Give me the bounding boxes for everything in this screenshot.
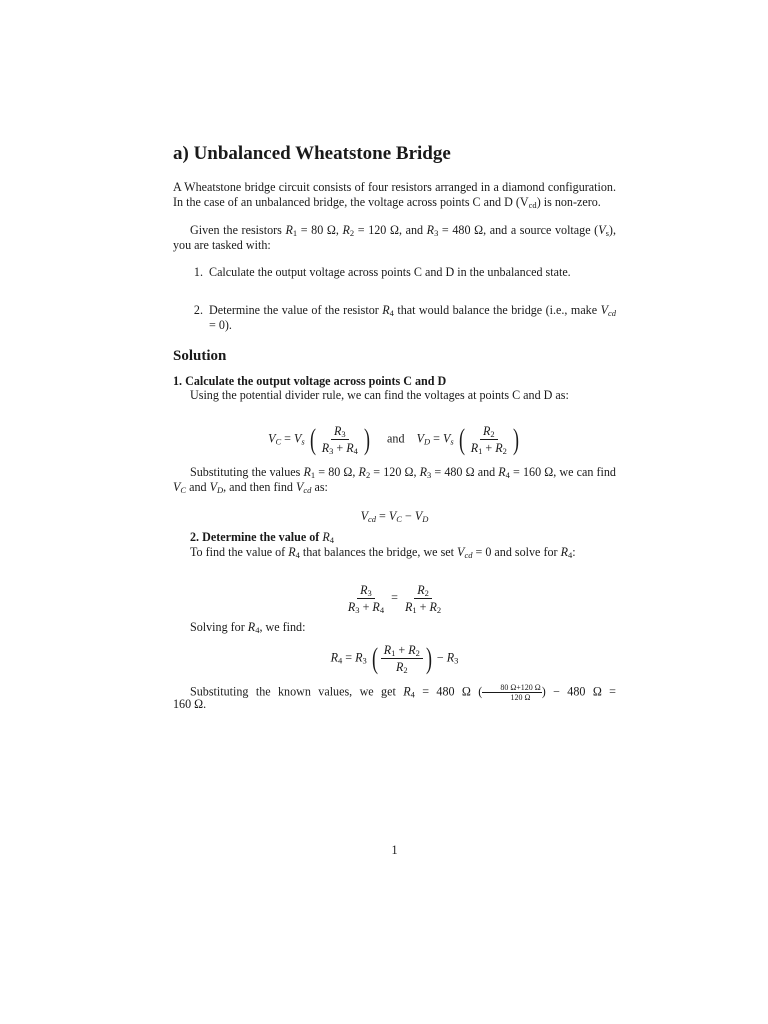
equation-vc-vd: $V_C = V_s$ ( $\frac{R_3}{R_3 + R_4}$ ) and $V_D = V_s$ ( $\frac{R_2}{R_1 + R_2}$ ) bbox=[268, 422, 519, 456]
step2-text: To find the value of $R_4$ that balances the bridge, we set $V_{cd} = 0$ and solve for $R_4$: bbox=[190, 545, 576, 560]
given-paragraph: Given the resistors $R_1 = 80$ Ω, $R_2 = 120$ Ω, and $R_3 = 480$ Ω, and a source voltage $(V_s)$, you are tasked with: bbox=[173, 223, 616, 252]
page-number: 1 bbox=[391, 843, 398, 857]
final-substitution-line2: 160 Ω. bbox=[173, 697, 207, 711]
task-item-1: 1. Calculate the output voltage across points C and D in the unbalanced state. bbox=[193, 265, 571, 279]
solving-text: Solving for $R_4$, we find: bbox=[190, 620, 306, 635]
equation-r4: $R_4 = R_3$ ( $\frac{R_1 + R_2}{R_2}$ ) − $R_3$ bbox=[330, 641, 459, 675]
and-text: and bbox=[387, 431, 405, 446]
equation-vcd: $V_{cd} = V_C - V_D$ bbox=[360, 509, 429, 524]
final-substitution-line1: Substituting the known values, we get $R_4 = 480$ Ω ( $\frac{80 \Omega+120 \Omega}{120 \Omega}$ ) − 480 Ω = bbox=[190, 683, 617, 702]
solution-heading: Solution bbox=[173, 348, 227, 364]
intro-paragraph: A Wheatstone bridge circuit consists of four resistors arranged in a diamond configuration. In the case of an unbalanced bridge, the voltage across points C and D $(V_{cd})$ is non-zero. bbox=[173, 180, 616, 210]
equation-balance: $\frac{R_3}{R_3 + R_4}$ = $\frac{R_2}{R_1 + R_2}$ bbox=[347, 583, 442, 615]
step2-heading: 2. Determine the value of $R_4$ bbox=[190, 530, 334, 545]
step1-substitution: Substituting the values $R_1 = 80$ Ω, $R_2 = 120$ Ω, $R_3 = 480$ Ω and $R_4 = 160$ Ω, we can find $V_C$ and $V_D$, and then find $V_{cd}$ as: bbox=[173, 465, 616, 495]
page-title: a) Unbalanced Wheatstone Bridge bbox=[173, 143, 451, 164]
step1-text: Using the potential divider rule, we can find the voltages at points C and D as: bbox=[190, 388, 569, 402]
step1-heading: 1. Calculate the output voltage across points C and D bbox=[173, 374, 447, 388]
task-item-2: 2. Determine the value of the resistor $R_4$ that would balance the bridge (i.e., make $V_{cd} = 0$). bbox=[193, 303, 616, 332]
